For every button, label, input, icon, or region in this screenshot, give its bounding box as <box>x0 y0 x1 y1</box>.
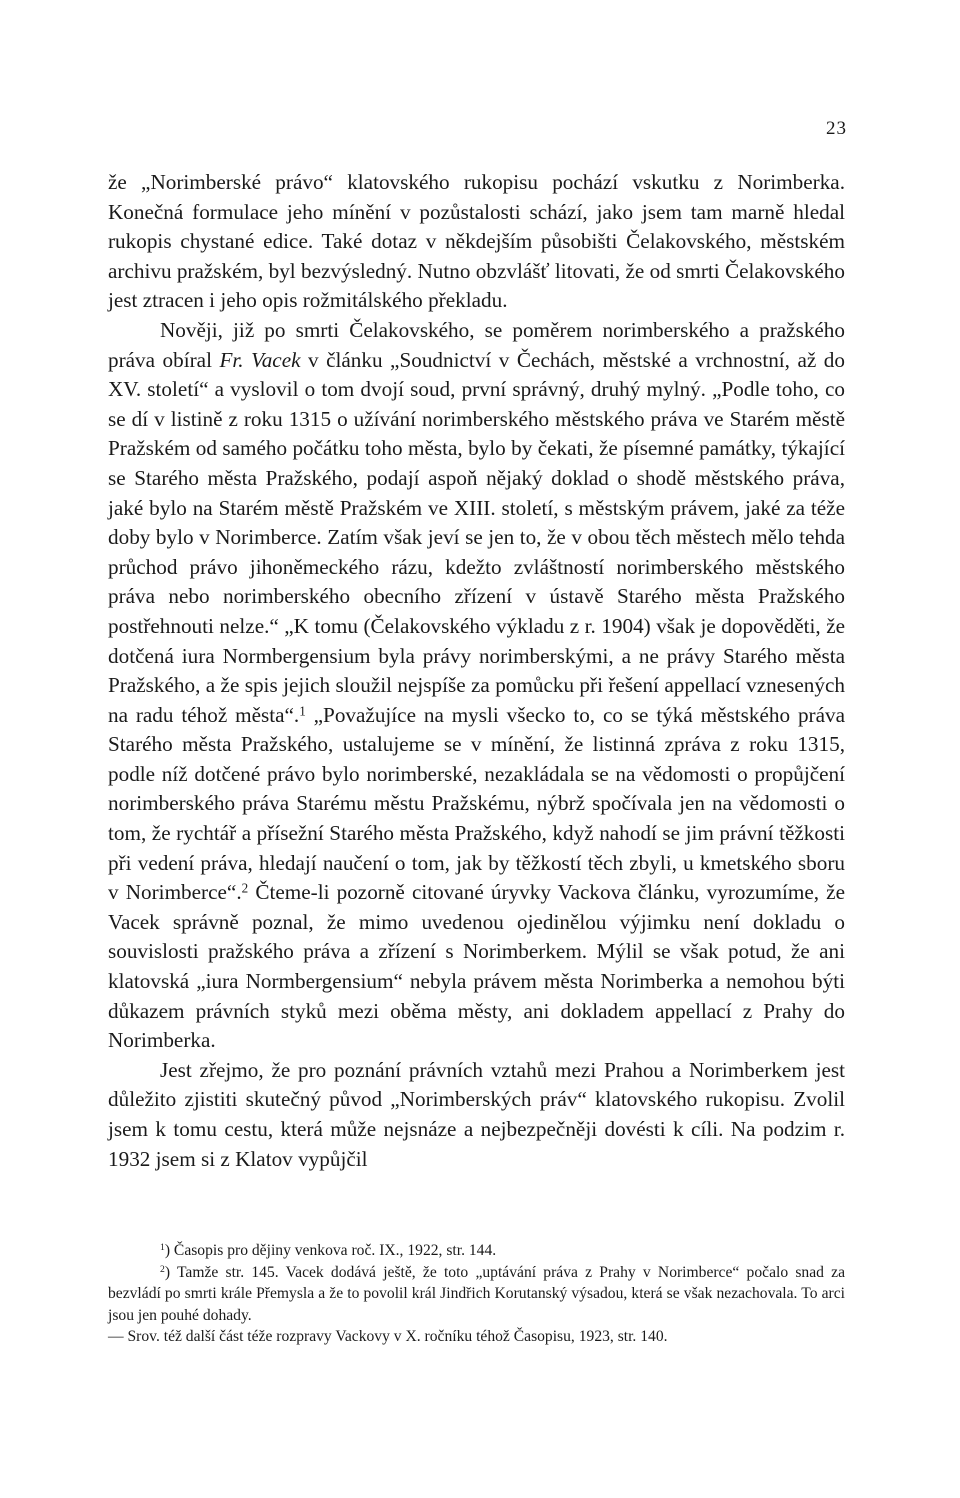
footnote-1-mark: 1 <box>160 1242 165 1254</box>
footnotes <box>108 1240 845 1348</box>
author-name: Fr. Vacek <box>219 347 301 372</box>
footnote-1 <box>108 1240 845 1262</box>
paragraph-1: že „Norimberské právo“ klatovského rukopisu pochází vskutku z Norimberka. Konečná formulace jeho mínění v pozůstalosti schází, jako jsem tam marně hledal rukopis chystané edice. Také dotaz v někdejším působišti Čelakovského, městském archivu pražském, byl bezvýsledný. Nutno obzvlášť litovati, že od smrti Čelakovského jest ztracen i jeho opis rožmitálského překladu. <box>108 170 845 313</box>
paragraph-2-part-b: v článku „Soudnictví v Čechách, městské a vrchnostní, až do XV. století“ a vyslovil o tom dvojí soud, první správný, druhý mylný. „Podle toho, co se dí v listině z roku 1315 o užívání norimberského městského práva ve Starém městě Pražském od samého počátku toho města, bylo by čekati, že písemné památky, týkající se Starého města Pražského, podají aspoň nějaký doklad o shodě městského práva, jaké bylo na Starém městě Pražském ve XIII. století, s městským právem, jaké za téže doby bylo v Norimberce. Zatím však jeví se jen to, že v obou těch městech mělo tehda průchod právo jihoněmeckého rázu, kdežto zvláštností norimberského městského práva nebo norimberského obecního zřízení v ústavě Starého města Pražského postřehnouti nelze.“ „K tomu (Čelakovského výkladu z r. 1904) však je dopověděti, že dotčená iura Normbergensium byla právy norimberskými, a ne právy Starého města Pražského, a že spis jejich sloužil nejspíše za pomůcku při řešení appellací vznesených na radu téhož města“. <box>108 347 845 727</box>
paragraph-2-part-c: „Považujíce na mysli všecko to, co se týká městského práva Starého města Pražského, ustalujeme se v mínění, že listinná zpráva z roku 1315, podle níž dotčené právo bylo norimberské, nezakládala se na vědomosti o propůjčení norimberského práva Starému městu Pražskému, nýbrž spočívala jen na vědomosti o tom, že rychtář a přísežní Starého města Pražského, když nahodí se jim právní těžkosti při vedení práva, hledají naučení o tom, jak by těžkostí těch zbyli, u kmetského sboru v Norimberce“. <box>108 702 845 905</box>
footnote-2-text: ) Tamže str. 145. Vacek dodává ještě, že toto „uptávání práva z Prahy v Norimberce“ počalo snad za bezvládí po smrti krále Přemysla a že to povolil král Jindřich Korutanský výsadou, která se však nezachovala. To arci jsou jen pouhé dohady. <box>108 1263 845 1324</box>
paragraph-2-part-a: Nověji, již po smrti Čelakovského, se poměrem norimberského a pražského práva obíral <box>108 317 845 372</box>
page-number: 23 <box>826 118 847 139</box>
footnote-2 <box>108 1262 845 1327</box>
footnote-1-text: ) Časopis pro dějiny venkova roč. IX., 1922, str. 144. <box>164 1242 497 1259</box>
footnote-2-mark: 2 <box>160 1263 165 1275</box>
body-text <box>108 168 845 1174</box>
paragraph-3: Jest zřejmo, že pro poznání právních vztahů mezi Prahou a Norimberkem jest důležito zjistiti skutečný původ „Norimberských práv“ klatovského rukopisu. Zvolil jsem k tomu cestu, která může nejsnáze a nejbezpečněji dovésti k cíli. Na podzim r. 1932 jsem si z Klatov vypůjčil <box>108 1057 845 1171</box>
paragraph-2-part-d: Čteme-li pozorně citované úryvky Vackova článku, vyrozumíme, že Vacek správně poznal, že mimo uvedenou ojedinělou výjimku není dokladu o souvislosti pražského práva a zřízení s Norimberkem. Mýlil se však potud, že ani klatovská „iura Normbergensium“ nebyla právem města Norimberka a nemohou býti důkazem právních styků mezi oběma městy, ani dokladem appellací z Prahy do Norimberka. <box>108 880 845 1053</box>
footnote-ref-1: 1 <box>299 703 306 719</box>
paragraph-2 <box>108 316 845 1056</box>
footnote-2-continuation: — Srov. též další část téže rozpravy Vackovy v X. ročníku téhož Časopisu, 1923, str. 140. <box>108 1328 668 1346</box>
footnote-ref-2: 2 <box>241 880 249 896</box>
